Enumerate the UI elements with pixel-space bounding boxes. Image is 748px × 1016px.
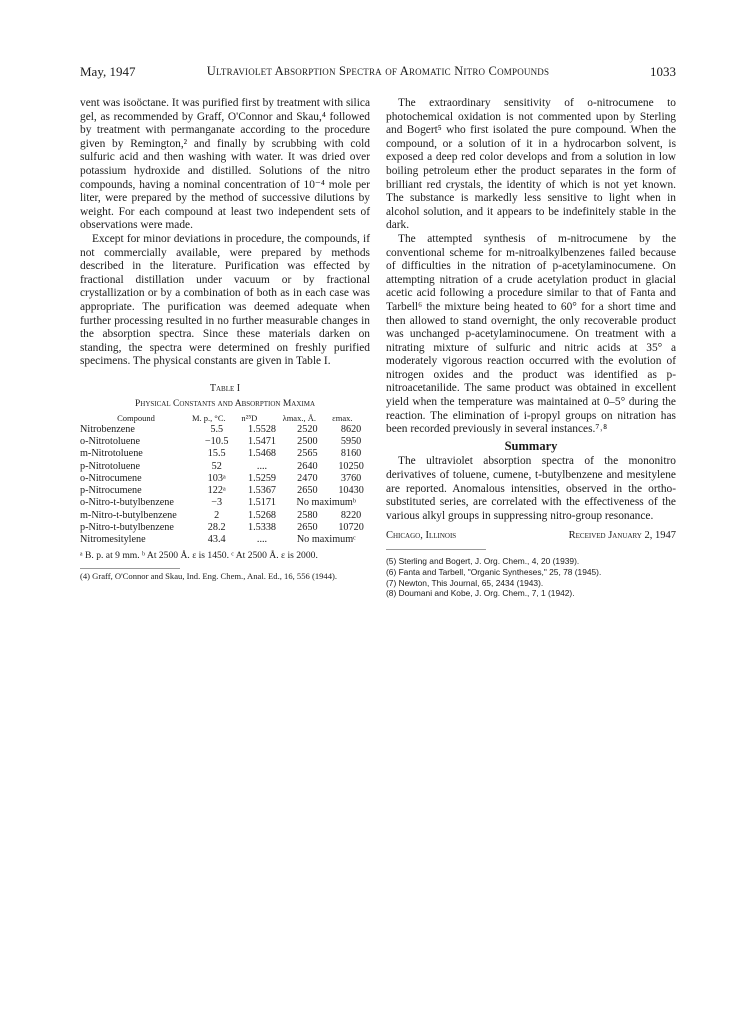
cell: 1.5367 [247, 485, 276, 497]
received-date: Received January 2, 1947 [568, 530, 676, 542]
summary-text: The ultraviolet absorption spectra of the mononitro derivatives of toluene, cumene, t-butylbenzene and mesitylene are reported. Anomalous intensities, observed in the ortho-substituted series, are correlated with the effectiveness of the various alkyl groups in suppressing nitro-group resonance. [386, 455, 676, 522]
header-title: Ultraviolet Absorption Spectra of Aromatic Nitro Compounds [206, 64, 550, 78]
cell: −3 [211, 497, 223, 509]
data-table [80, 412, 370, 546]
right-column [386, 97, 676, 599]
reference-list [386, 556, 676, 599]
reference-item: (8) Doumani and Kobe, J. Org. Chem., 7, 1 (1942). [386, 588, 575, 599]
cell: 103ᵃ [207, 472, 226, 484]
location: Chicago, Illinois [386, 530, 457, 542]
cell: 1.5171 [247, 497, 276, 509]
cell: 2470 [297, 472, 318, 484]
cell: 1.5528 [247, 424, 276, 436]
cell: No maximumᶜ [296, 533, 356, 545]
cell: .... [256, 533, 268, 545]
table-title: Physical Constants and Absorption Maxima [134, 398, 316, 409]
cell: p-Nitrotoluene [80, 460, 140, 472]
left-column [80, 97, 370, 582]
cell: 1.5468 [247, 448, 276, 460]
cell: 10430 [338, 485, 364, 497]
cell: 2565 [297, 448, 318, 460]
table-row [80, 497, 370, 509]
table-row [80, 448, 370, 460]
footnote-divider [386, 549, 486, 550]
summary-heading: Summary [504, 438, 558, 453]
reference-item: (5) Sterling and Bogert, J. Org. Chem., 4, 20 (1939). [386, 556, 580, 566]
cell: o-Nitro-t-butylbenzene [80, 497, 174, 509]
paragraph: vent was isoöctane. It was purified first by treatment with silica gel, as recommended by Graff, O'Connor and Skau,⁴ followed by treatment with permanganate according to the procedure given by Remington,² and finally by scrubbing with cold sulfuric acid and then washing with water. It was dried over potassium hydroxide and distilled. Solutions of the nitro compounds, having a nominal concentration of 10⁻⁴ mole per liter, were prepared by the method of successive dilutions by weight. For each compound at least two independent sets of observations were made. [80, 97, 370, 232]
paragraph: The attempted synthesis of m-nitrocumene by the conventional scheme for m-nitroalkylbenzenes failed because of difficulties in the nitration of p-acetylaminocumene. On attempting nitration of a crude acetylation product in glacial acetic acid following a procedure similar to that of Fanta and Tarbell⁶ the mixture being heated to 60° for a short time and then allowed to stand overnight, the only recoverable product was unchanged p-acetylaminocumene. On treatment with a nitrating mixture of sulfuric and nitric acids at 35° a moderately vigorous reaction occurred with the evolution of nitrogen oxides and the product was identified as p-nitroacetanilide. The same product was obtained in excellent yield when the temperature was maintained at 0–5° during the reaction. The elimination of i-propyl groups on nitration has been recorded previously in several instances.⁷˒⁸ [386, 232, 676, 436]
cell: 1.5338 [247, 521, 276, 533]
running-header [80, 64, 676, 80]
cell: 122ᵃ [207, 485, 226, 497]
table-row [80, 485, 370, 497]
cell: p-Nitrocumene [80, 485, 142, 497]
cell: o-Nitrotoluene [80, 436, 140, 448]
column-header: λmax., Å. [282, 412, 316, 423]
cell: 2650 [297, 485, 318, 497]
column-header: Compound [117, 412, 155, 423]
header-date: May, 1947 [80, 64, 136, 79]
footnote-divider [80, 568, 180, 569]
cell: 2640 [297, 460, 318, 472]
cell: 15.5 [207, 448, 226, 460]
cell: Nitromesitylene [80, 533, 146, 545]
cell: 52 [211, 460, 222, 472]
cell: No maximumᵇ [296, 497, 357, 509]
table-row [80, 461, 370, 473]
cell: 8220 [340, 509, 362, 521]
cell: 1.5471 [247, 436, 276, 448]
cell: 10720 [338, 521, 364, 533]
signature-line [386, 529, 676, 543]
table-row [80, 424, 370, 436]
table-caption: Table I [209, 382, 241, 394]
reference-item: (6) Fanta and Tarbell, "Organic Syntheses," 25, 78 (1945). [386, 566, 602, 577]
table-footnote: ᵃ B. p. at 9 mm. ᵇ At 2500 Å. ε is 1450. ᶜ At 2500 Å. ε is 2000. [80, 550, 318, 562]
cell: p-Nitro-t-butylbenzene [80, 521, 174, 533]
cell: 43.4 [207, 533, 226, 545]
paragraph: The extraordinary sensitivity of o-nitrocumene to photochemical oxidation is not commented upon by Sterling and Bogert⁵ who first isolated the pure compound. When the compound, or a solution of it in a hydrocarbon solvent, is exposed a deep red color develops and from a solution in low boiling petroleum ether the product separates in the form of brilliant red crystals, the identity of which is not yet known. The substance is markedly less sensitive to light when in alcohol solution, and it appears to be indefinitely stable in the dark. [386, 97, 676, 232]
cell: 2500 [297, 436, 318, 448]
reference-note: (4) Graff, O'Connor and Skau, Ind. Eng. Chem., Anal. Ed., 16, 556 (1944). [80, 571, 338, 582]
cell: 2580 [297, 509, 318, 521]
cell: 3760 [340, 472, 362, 484]
table-row [80, 534, 370, 546]
cell: 2520 [297, 424, 318, 436]
cell: .... [256, 460, 268, 472]
cell: 8620 [340, 424, 362, 436]
cell: 10250 [338, 460, 364, 472]
cell: 2 [214, 509, 220, 521]
page-number: 1033 [650, 64, 676, 79]
cell: m-Nitrotoluene [80, 448, 143, 460]
paragraph: Except for minor deviations in procedure, the compounds, if not commercially available, were prepared by methods described in the literature. Purification was effected by fractional distillation under vacuum or by fractional crystallization or by a combination of both as in each case was appropriate. The purification was deemed adequate when further processing resulted in no further measurable changes in the absorption spectra. Since these materials darken on standing, the spectra were determined on freshly purified specimens. The physical constants are given in Table I. [80, 232, 370, 368]
cell: 1.5268 [247, 509, 276, 521]
column-header: M. p., °C. [192, 412, 226, 423]
cell: 5950 [340, 436, 362, 448]
reference-item: (7) Newton, This Journal, 65, 2434 (1943). [386, 577, 544, 588]
cell: m-Nitro-t-butylbenzene [80, 509, 177, 521]
table-row [80, 510, 370, 522]
table-row [80, 473, 370, 485]
table-header-row [80, 412, 370, 424]
table-row [80, 522, 370, 534]
cell: 28.2 [207, 521, 226, 533]
cell: 5.5 [210, 424, 224, 436]
column-header: n²⁵D [241, 412, 258, 423]
cell: 8160 [340, 448, 362, 460]
column-header: εmax. [332, 412, 353, 423]
cell: Nitrobenzene [80, 424, 135, 436]
table-row [80, 436, 370, 448]
cell: o-Nitrocumene [80, 472, 142, 484]
cell: −10.5 [204, 436, 229, 448]
cell: 1.5259 [247, 472, 276, 484]
cell: 2650 [297, 521, 318, 533]
